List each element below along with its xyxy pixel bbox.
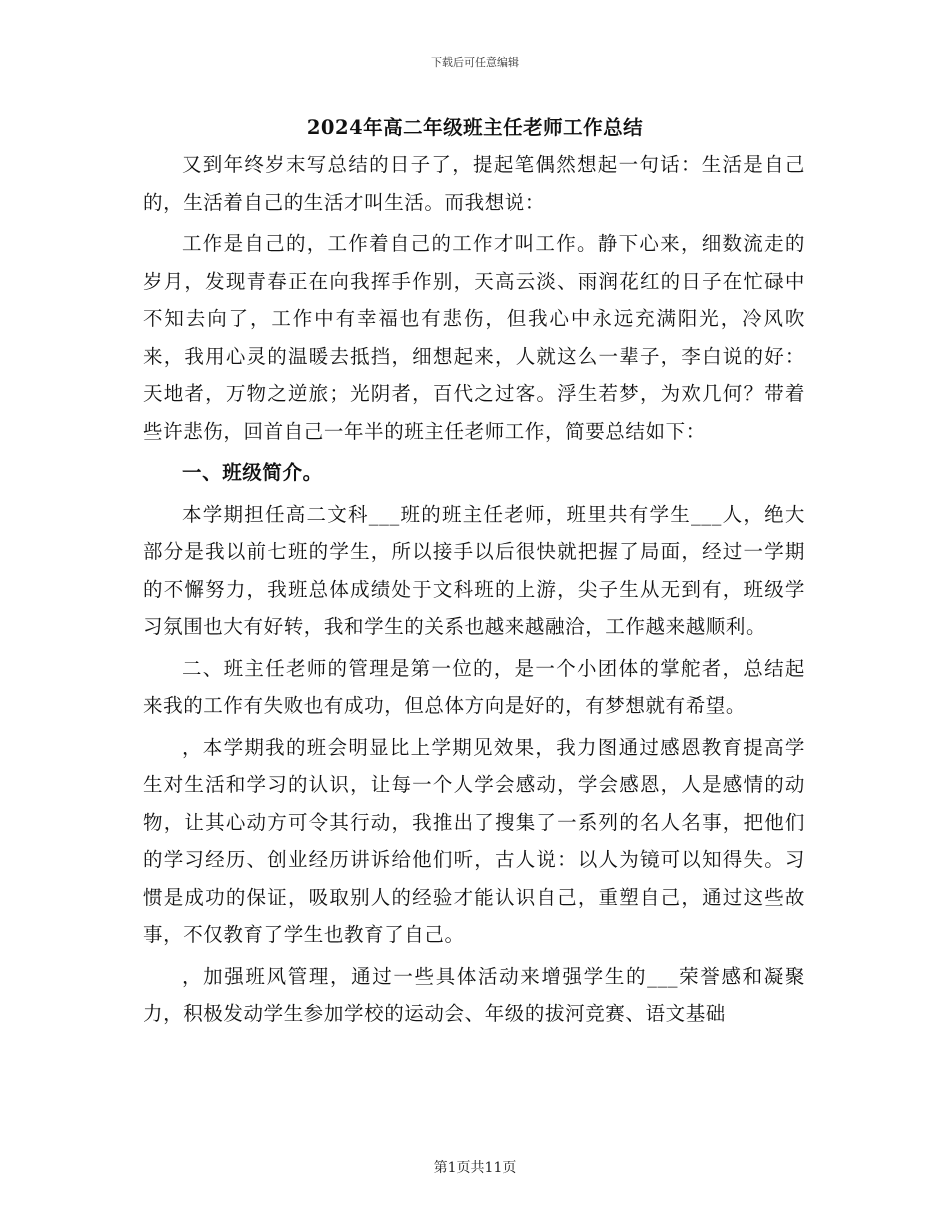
section-heading-class-intro: 一、班级简介。 xyxy=(182,461,323,484)
page-footer: 第1页共11页 xyxy=(433,1160,517,1176)
paragraph-reflection: 工作是自己的，工作着自己的工作才叫工作。静下心来，细数流走的岁月，发现青春正在向我挥手作别，天高云淡、雨润花红的日子在忙碌中不知去向了，工作中有幸福也有悲伤，但我心中永远充满阳光，冷风吹来，我用心灵的温暖去抵挡，细想起来，人就这么一辈子，李白说的好：天地者，万物之逆旅；光阴者，百代之过客。浮生若梦，为欢几何？带着些许悲伤，回首自己一年半的班主任老师工作，简要总结如下： xyxy=(143,232,805,443)
header-note: 下载后可任意编辑 xyxy=(431,56,519,69)
document-body xyxy=(143,146,805,1033)
paragraph-class-meeting: ，本学期我的班会明显比上学期见效果，我力图通过感恩教育提高学生对生活和学习的认识，让每一个人学会感动，学会感恩，人是感情的动物，让其心动方可令其行动，我推出了搜集了一系列的名人名事，把他们的学习经历、创业经历讲诉给他们听，古人说：以人为镜可以知得失。习惯是成功的保证，吸取别人的经验才能认识自己，重塑自己，通过这些故事，不仅教育了学生也教育了自己。 xyxy=(143,735,805,946)
paragraph-intro: 又到年终岁末写总结的日子了，提起笔偶然想起一句话：生活是自己的，生活着自己的生活才叫生活。而我想说： xyxy=(143,153,805,214)
paragraph-class-style: ，加强班风管理，通过一些具体活动来增强学生的___荣誉感和凝聚力，积极发动学生参加学校的运动会、年级的拔河竞赛、语文基础 xyxy=(143,964,805,1025)
document-title: 2024年高二年级班主任老师工作总结 xyxy=(306,116,644,139)
paragraph-class-intro: 本学期担任高二文科___班的班主任老师，班里共有学生___人，绝大部分是我以前七班的学生，所以接手以后很快就把握了局面，经过一学期的不懈努力，我班总体成绩处于文科班的上游，尖子生从无到有，班级学习氛围也大有好转，我和学生的关系也越来越融洽，工作越来越顺利。 xyxy=(143,502,805,638)
paragraph-management: 二、班主任老师的管理是第一位的，是一个小团体的掌舵者，总结起来我的工作有失败也有成功，但总体方向是好的，有梦想就有希望。 xyxy=(143,656,805,717)
